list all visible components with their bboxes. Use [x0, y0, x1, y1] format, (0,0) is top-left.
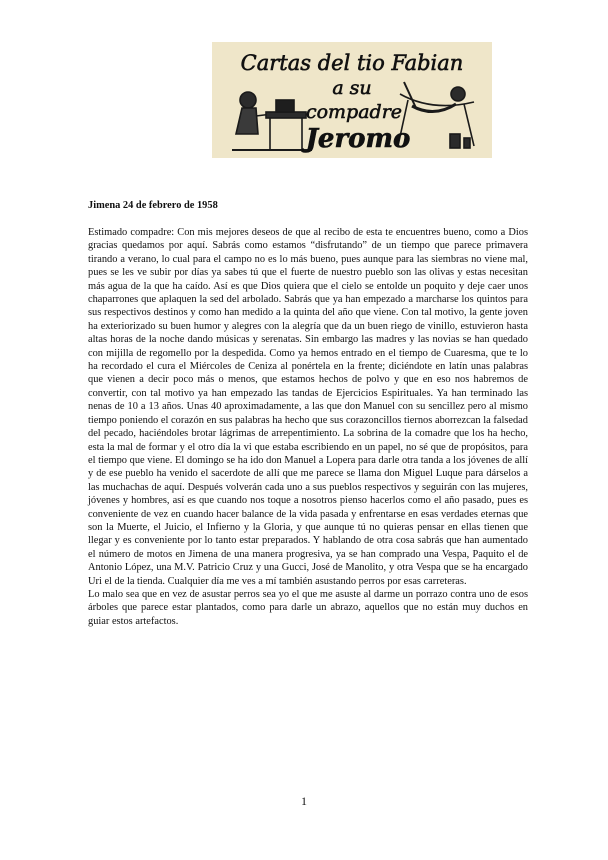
header-illustration [212, 42, 492, 158]
letter-date: Jimena 24 de febrero de 1958 [88, 200, 218, 211]
banner-title-line-2: a su [332, 77, 372, 99]
banner-title-line-3: compadre [305, 101, 403, 123]
banner-title-line-4: Jeromo [305, 124, 411, 154]
banner-title-line-1: Cartas del tio Fabian [240, 51, 464, 75]
letter-paragraph: Estimado compadre: Con mis mejores deseos de que al recibo de esta te encuentres bueno, como a Dios gracias quedamos por aquí. Sabrás como estamos “disfrutando” de un tiempo que parece primavera tirando a verano, lo cual para el campo no es lo más bueno, pues aunque para las siembras no viene mal, pues se les ve subir por días ya sabes tú que el fuerte de nuestro pueblo son las olivas y estas necesitan más agua de la que ha caído. Así es que Dios quiera que el cielo se entolde un poquito y deje caer unos chaparrones que aplaquen la sed del arbolado. Sabrás que ya han empezado a marcharse los quintos para sus respectivos destinos y como han medido a la quinta del año que viene. Con tal motivo, la gente joven ha exteriorizado su buen humor y alegres con la alegría que da un buen riego de vinillo, estuvieron hasta altas horas de la noche dando músicas y serenatas. Sin embargo las madres y las novias se han quedado con mijilla de regomello por la despedida. Como ya hemos entrado en el tiempo de Cuaresma, que te lo ha recordado el cura el Miércoles de Ceniza al ponértela en la frente; diciéndote en latín unas palabras que vienen a decir poco más o menos, que estamos hechos de polvo y que en eso nos habremos de convertir, con tal motivo ya han empezado las tandas de Ejercicios Espirituales. Ya han terminado las nenas de 10 a 13 años. Unas 40 aproximadamente, a las que don Manuel con su sencillez pero al mismo tiempo poniendo el corazón en sus palabras ha hecho que sus corazoncillos tiernos aborrezcan la falsedad del pecado, haciéndoles brotar lágrimas de arrepentimiento. La sobrina de la comadre que los ha hecho, esta la mal de formar y el otro día la vi que estaba escribiendo en un papel, no sé que de propósitos, para el tiempo que viene. El domingo se ha ido don Manuel a Lopera para darle otra tanda a los jóvenes de allí y de ese pueblo ha venido el sacerdote de allí que me parece se llama don Miguel Luque para dárselos a las muchachas de aquí. Después volverán cada uno a sus pueblos respectivos y seguirán con las mujeres, jóvenes y hombres, así es que cuando nos toque a nosotros pienso hacerlos como el año pasado, pues es conveniente de vez en cuando hacer balance de la vida pasada y enfrentarse en esas verdades eternas que son la Muerte, el Juicio, el Infierno y la Gloria, y que aunque tú no quieras pensar en ellas tienen que llegar y es conveniente por lo tanto estar preparados. Y hablando de otra cosa sabrás que han aumentado el número de motos en Jimena de una manera progresiva, ya se han comprado una Vespa, Paquito el de Antonio López, una M.V. Patricio Cruz y una Gucci, José de Manolito, y otra Vespa que se ha encargado Uri el de la tienda. Cualquier día me ves a mí también asustando perros por esas carreteras. [88, 227, 528, 587]
letter-body [88, 226, 528, 628]
page-number: 1 [301, 794, 307, 808]
letter-paragraph: Lo malo sea que en vez de asustar perros sea yo el que me asuste al darme un porrazo contra uno de esos árboles que parece estar plantados, como para darle un abrazo, aquellos que no están muy duchos en guiar estos artefactos. [88, 588, 528, 627]
